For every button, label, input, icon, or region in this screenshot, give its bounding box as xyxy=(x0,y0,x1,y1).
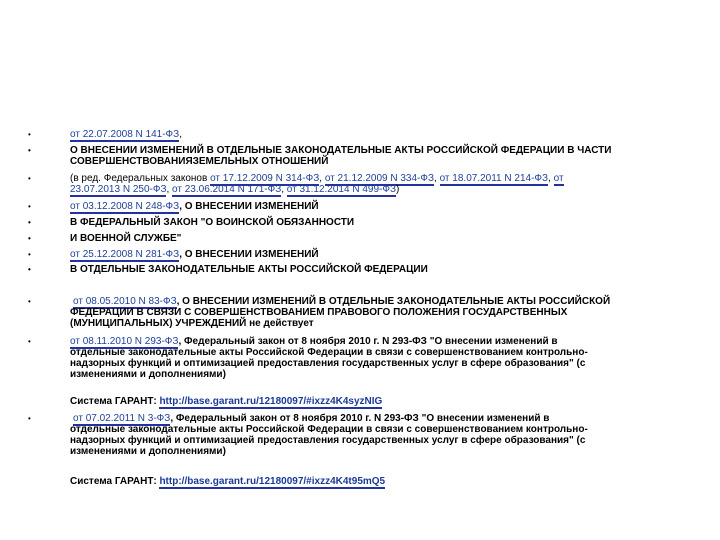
bullet: • xyxy=(28,234,31,243)
list-item: • от 07.02.2011 N 3-ФЗ, Федеральный закон от 8 ноября 2010 г. N 293-ФЗ "О внесении изменений в отдельные законодательные акты Российской Федерации в связи с совершенствованием контрольно- надзорных функций и оптимизацией предоставления государственных услуг в сфере образования" (с изменениями и дополнениями) xyxy=(28,413,588,457)
law-link[interactable]: от 17.12.2009 N 314-ФЗ xyxy=(210,173,320,184)
bullet: • xyxy=(28,250,31,259)
list-item: • И ВОЕННОЙ СЛУЖБЕ" xyxy=(28,233,182,244)
garant-url-link[interactable]: http://base.garant.ru/12180097/#ixzz4K4syzNIG xyxy=(159,396,383,407)
law-link[interactable]: от 22.07.2008 N 141-ФЗ xyxy=(70,129,180,140)
bullet: • xyxy=(28,202,31,211)
list-item: • В ОТДЕЛЬНЫЕ ЗАКОНОДАТЕЛЬНЫЕ АКТЫ РОССИЙСКОЙ ФЕДЕРАЦИИ xyxy=(28,264,428,275)
list-item: • от 25.12.2008 N 281-ФЗ, О ВНЕСЕНИИ ИЗМЕНЕНИЙ xyxy=(28,249,319,260)
bullet: • xyxy=(28,218,31,227)
bullet: • xyxy=(28,146,31,155)
law-link[interactable]: от 21.12.2009 N 334-ФЗ xyxy=(324,173,435,184)
law-link[interactable]: от 31.12.2014 N 499-ФЗ xyxy=(286,184,396,195)
garant-url-link[interactable]: http://base.garant.ru/12180097/#ixzz4K4t95mQ5 xyxy=(159,476,386,487)
list-item: • от 08.11.2010 N 293-ФЗ, Федеральный закон от 8 ноября 2010 г. N 293-ФЗ "О внесении изменений в отдельные законодательные акты Российской Федерации в связи с совершенствованием контрольно- надзорных функций и оптимизацией предоставления государственных услуг в сфере образования" (с изменениями и дополнениями) xyxy=(28,336,588,380)
law-link[interactable]: от 07.02.2011 N 3-ФЗ xyxy=(73,413,171,424)
garant-source: Система ГАРАНТ: http://base.garant.ru/12180097/#ixzz4K4syzNIG xyxy=(70,396,383,407)
bullet: • xyxy=(28,174,31,183)
list-item: • О ВНЕСЕНИИ ИЗМЕНЕНИЙ В ОТДЕЛЬНЫЕ ЗАКОНОДАТЕЛЬНЫЕ АКТЫ РОССИЙСКОЙ ФЕДЕРАЦИИ В ЧАСТИ СОВЕРШЕНСТВОВАНИЯЗЕМЕЛЬНЫХ ОТНОШЕНИЙ xyxy=(28,145,612,167)
law-link[interactable]: от xyxy=(553,173,564,184)
bullet: • xyxy=(28,265,31,274)
law-link[interactable]: 23.07.2013 N 250-ФЗ xyxy=(70,184,167,195)
list-item: • В ФЕДЕРАЛЬНЫЙ ЗАКОН "О ВОИНСКОЙ ОБЯЗАННОСТИ xyxy=(28,217,355,228)
law-link[interactable]: от 03.12.2008 N 248-ФЗ xyxy=(70,201,180,212)
bullet: • xyxy=(28,130,31,139)
list-item: • от 22.07.2008 N 141-ФЗ, xyxy=(28,129,182,140)
list-item: • от 03.12.2008 N 248-ФЗ, О ВНЕСЕНИИ ИЗМЕНЕНИЙ xyxy=(28,201,319,212)
law-link[interactable]: от 23.06.2014 N 171-ФЗ xyxy=(172,184,282,195)
law-link[interactable]: от 08.05.2010 N 83-ФЗ xyxy=(73,296,177,307)
list-item: • от 08.05.2010 N 83-ФЗ, О ВНЕСЕНИИ ИЗМЕНЕНИЙ В ОТДЕЛЬНЫЕ ЗАКОНОДАТЕЛЬНЫЕ АКТЫ РОССИЙСКОЙ ФЕДЕРАЦИИ В СВЯЗИ С СОВЕРШЕНСТВОВАНИЕМ ПРАВОВОГО ПОЛОЖЕНИЯ ГОСУДАРСТВЕННЫХ (МУНИЦИПАЛЬНЫХ) УЧРЕЖДЕНИЙ не действует xyxy=(28,296,611,329)
bullet: • xyxy=(28,414,31,423)
law-link[interactable]: от 18.07.2011 N 214-ФЗ xyxy=(439,173,549,184)
law-link[interactable]: от 25.12.2008 N 281-ФЗ xyxy=(70,249,180,260)
law-link[interactable]: от 08.11.2010 N 293-ФЗ xyxy=(70,336,179,347)
list-item: • (в ред. Федеральных законов от 17.12.2009 N 314-ФЗ, от 21.12.2009 N 334-ФЗ, от 18.07.2011 N 214-ФЗ, от 23.07.2013 N 250-ФЗ, от 23.06.2014 N 171-ФЗ, от 31.12.2014 N 499-ФЗ) xyxy=(28,173,564,195)
bullet: • xyxy=(28,337,31,346)
bullet: • xyxy=(28,297,31,306)
garant-source: Система ГАРАНТ: http://base.garant.ru/12180097/#ixzz4K4t95mQ5 xyxy=(70,476,386,487)
